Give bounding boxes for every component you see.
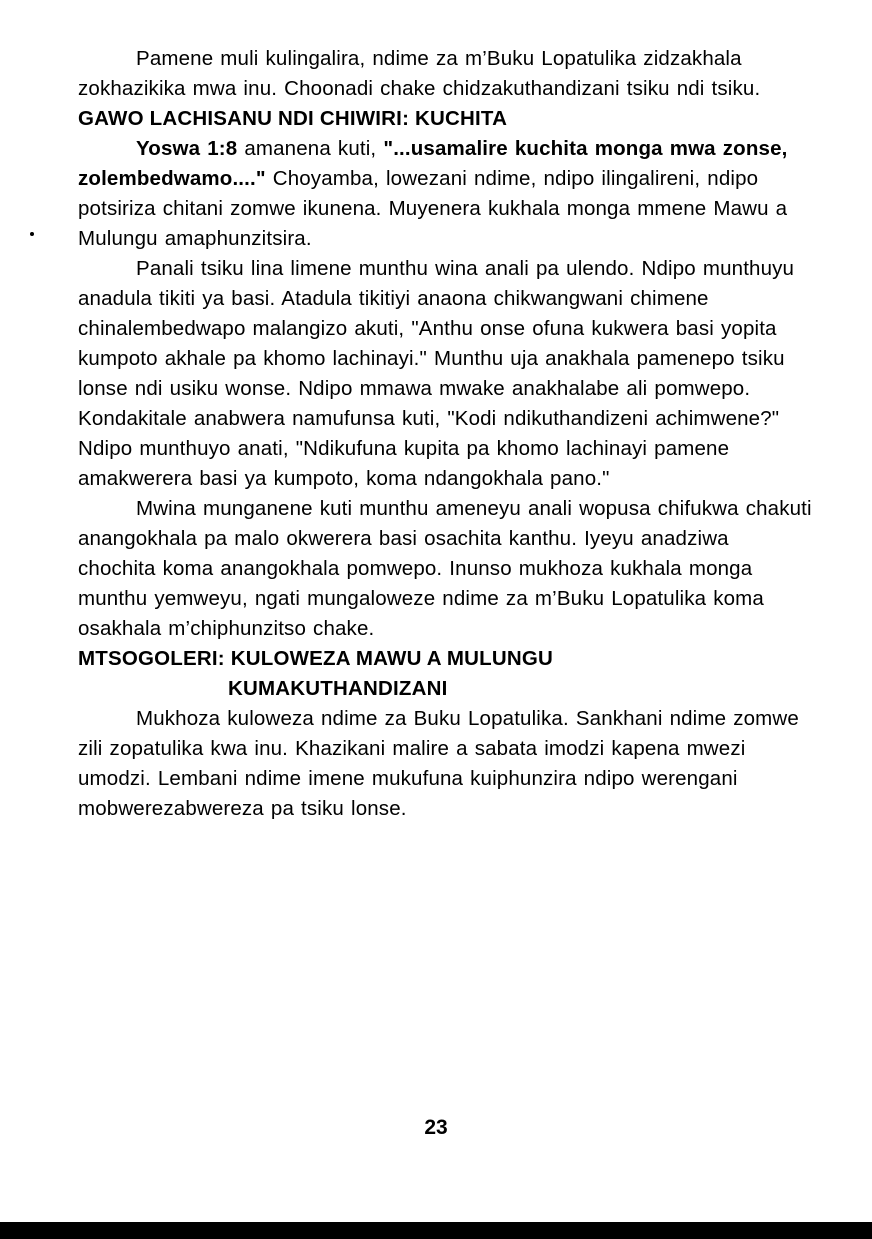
scripture-quote: "...usamalire kuchita monga mwa zonse, zolembedwamo....": [78, 137, 788, 190]
section-heading-mtsogoleri-line2: KUMAKUTHANDIZANI: [228, 677, 448, 700]
story-paragraph: Panali tsiku lina limene munthu wina anali pa ulendo. Ndipo munthuyu anadula tikiti ya basi. Atadula tikitiyi anaona chikwangwani chimene chinalembedwapo malangizo akuti, "Anthu onse ofuna kukwera basi yopita kumpoto akhale pa khomo lachinayi." Munthu uja anakhala pamenepo tsiku lonse ndi usiku wonse. Ndipo mmawa mwake anakhalabe ali pomwepo. Kondakitale anabwera namufunsa kuti, "Kodi ndikuthandizeni achimwene?" Ndipo munthuyo anati, "Ndikufuna kupita pa khomo lachinayi pamene amakwerera basi ya kumpoto, koma ndangokhala pano.": [78, 257, 795, 490]
scripture-paragraph: [78, 134, 812, 254]
intro-paragraph: Pamene muli kulingalira, ndime za m’Buku Lopatulika zidzakhala zokhazikika mwa inu. Choonadi chake chidzakuthandizani tsiku ndi tsiku.: [78, 47, 761, 100]
section-heading-kuchita: GAWO LACHISANU NDI CHIWIRI: KUCHITA: [78, 107, 508, 130]
section-heading-mtsogoleri-line1: MTSOGOLERI: KULOWEZA MAWU A MULUNGU: [78, 647, 554, 670]
closing-paragraph: Mukhoza kuloweza ndime za Buku Lopatulika. Sankhani ndime zomwe zili zopatulika kwa inu. Khazikani malire a sabata imodzi kapena mwezi umodzi. Lembani ndime imene mukufuna kuiphunzira ndipo werengani mobwerezabwereza pa tsiku lonse.: [78, 707, 799, 820]
page-bottom-black-bar: [0, 1222, 872, 1239]
stray-ink-mark: [30, 232, 34, 236]
reflection-paragraph: Mwina munganene kuti munthu ameneyu anali wopusa chifukwa chakuti anangokhala pa malo okwerera basi osachita kanthu. Iyeyu anadziwa chochita koma anangokhala pomwepo. Inunso mukhoza kukhala monga munthu yemweyu, ngati mungaloweze ndime za m’Buku Lopatulika koma osakhala m’chiphunzitso chake.: [78, 497, 812, 640]
scripture-reference: Yoswa 1:8: [136, 137, 238, 160]
scripture-lead: amanena kuti,: [237, 137, 384, 160]
page-number: 23: [424, 1116, 448, 1139]
scripture-rest: Choyamba, lowezani ndime, ndipo ilingalireni, ndipo potsiriza chitani zomwe ikunena. Muyenera kukhala monga mmene Mawu a Mulungu amaphunzitsira.: [78, 167, 788, 250]
